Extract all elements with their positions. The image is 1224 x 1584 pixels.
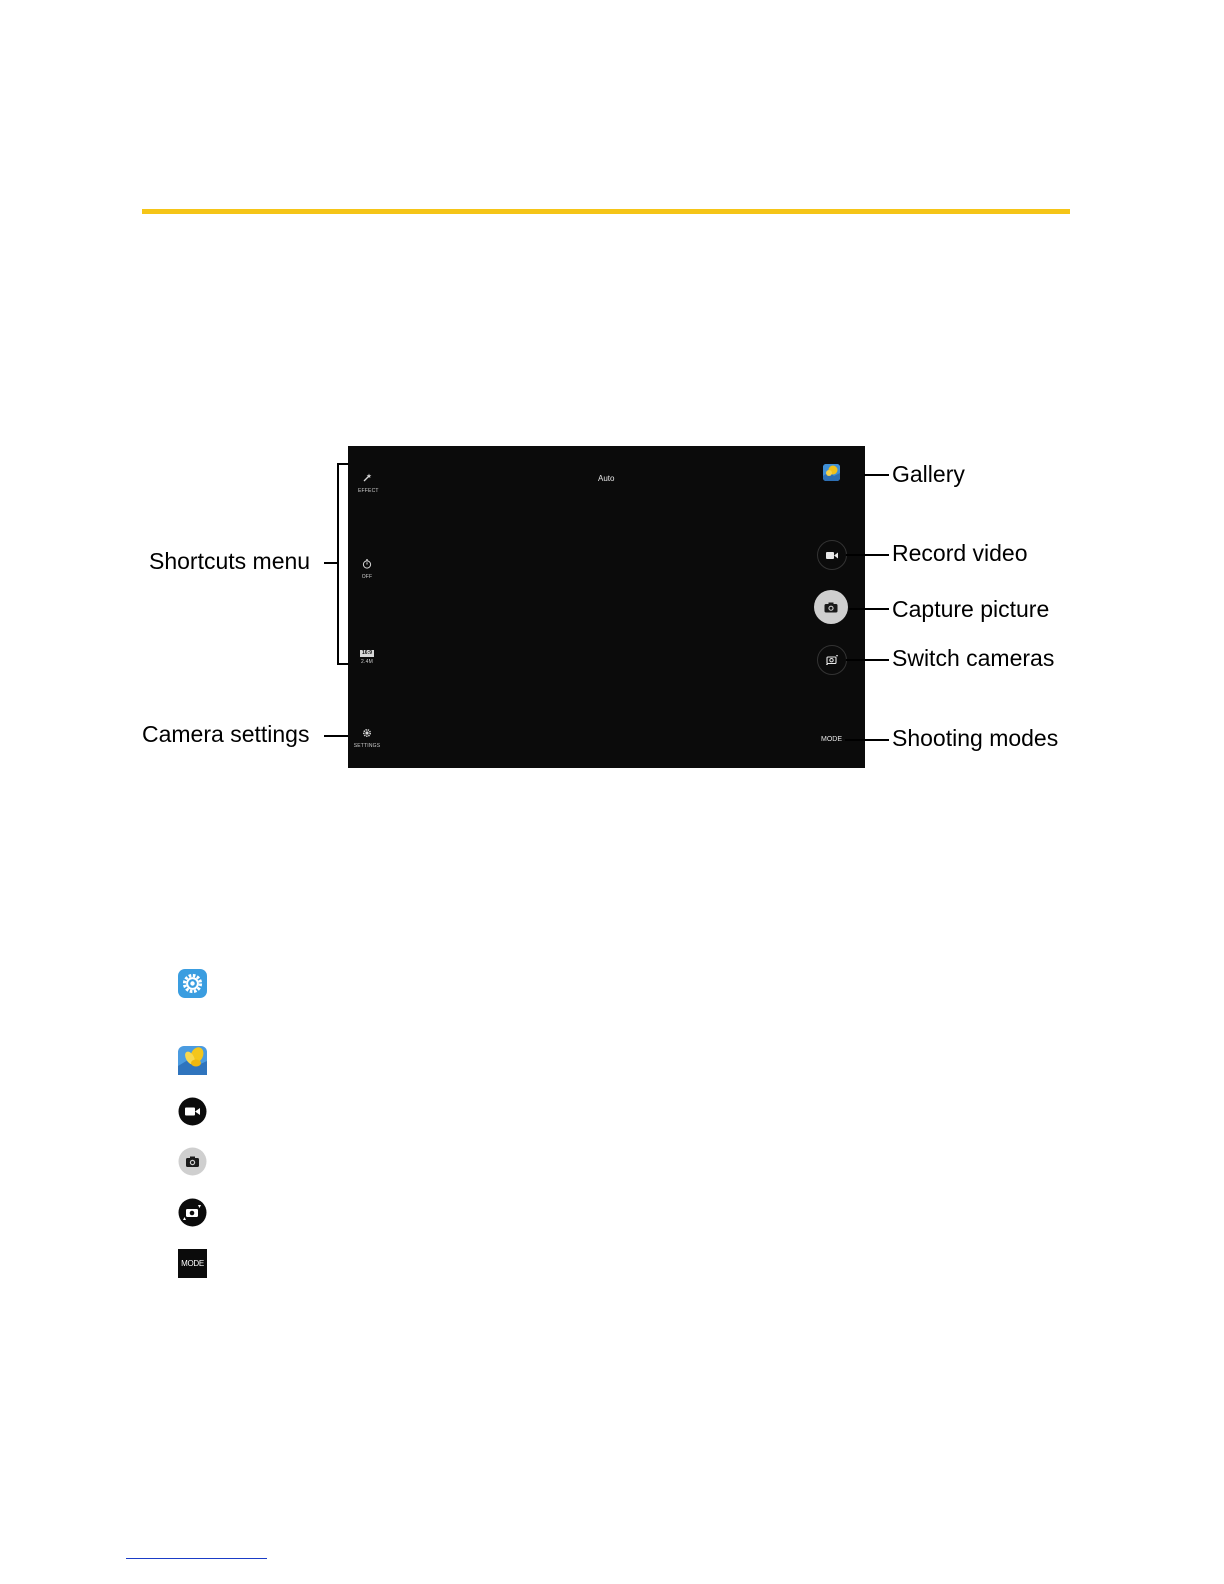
capture-picture-leader: [849, 608, 889, 610]
settings-app-icon: [178, 969, 207, 998]
callout-switch-cameras: Switch cameras: [892, 645, 1055, 671]
effect-button[interactable]: [358, 470, 379, 494]
capture-picture-button[interactable]: [814, 590, 848, 624]
gallery-icon: [823, 464, 840, 481]
shortcuts-leader: [324, 562, 338, 564]
gallery-leader: [864, 474, 889, 476]
shooting-modes-leader: [845, 739, 889, 741]
camera-icon: [824, 602, 838, 613]
mode-icon: [178, 1249, 207, 1278]
video-camera-icon: [826, 551, 838, 560]
mode-button[interactable]: MODE: [821, 736, 842, 743]
callout-camera-settings: Camera settings: [142, 721, 310, 747]
ratio-sub-label: 2.4M: [361, 659, 373, 665]
shortcuts-bracket-top: [337, 463, 349, 465]
settings-gear-icon: [362, 728, 372, 738]
camera-settings-leader: [324, 735, 348, 737]
settings-label: SETTINGS: [353, 743, 381, 749]
mode-icon-text: MODE: [181, 1259, 204, 1268]
ratio-button[interactable]: [358, 641, 376, 665]
switch-cameras-leader: [846, 659, 889, 661]
shortcuts-bracket: [337, 463, 339, 665]
callout-gallery: Gallery: [892, 461, 965, 487]
record-video-icon: [178, 1097, 207, 1126]
record-video-button[interactable]: [817, 540, 847, 570]
switch-cameras-icon: [178, 1198, 207, 1227]
timer-button[interactable]: [358, 556, 376, 580]
section-divider-rule: [142, 209, 1070, 214]
shortcuts-bracket-bottom: [337, 663, 349, 665]
shooting-mode-status: Auto: [598, 474, 615, 483]
timer-icon: [362, 559, 372, 569]
timer-label: OFF: [361, 574, 373, 580]
callout-capture-picture: Capture picture: [892, 596, 1050, 622]
gallery-button[interactable]: [823, 464, 840, 481]
aspect-ratio-icon: [360, 650, 374, 657]
footer-link-rule: [126, 1558, 267, 1559]
gallery-app-icon: [178, 1046, 207, 1075]
callout-shortcuts-menu: Shortcuts menu: [149, 548, 311, 574]
callout-record-video: Record video: [892, 540, 1028, 566]
capture-picture-icon: [178, 1147, 207, 1176]
switch-camera-icon: [825, 654, 839, 666]
settings-button[interactable]: [352, 725, 382, 749]
record-video-leader: [846, 554, 889, 556]
camera-viewfinder: [348, 446, 865, 768]
effect-label: EFFECT: [358, 488, 379, 494]
ratio-badge: 16:9: [361, 650, 372, 656]
switch-cameras-button[interactable]: [817, 645, 847, 675]
callout-shooting-modes: Shooting modes: [892, 725, 1059, 751]
effect-wand-icon: [362, 473, 372, 483]
